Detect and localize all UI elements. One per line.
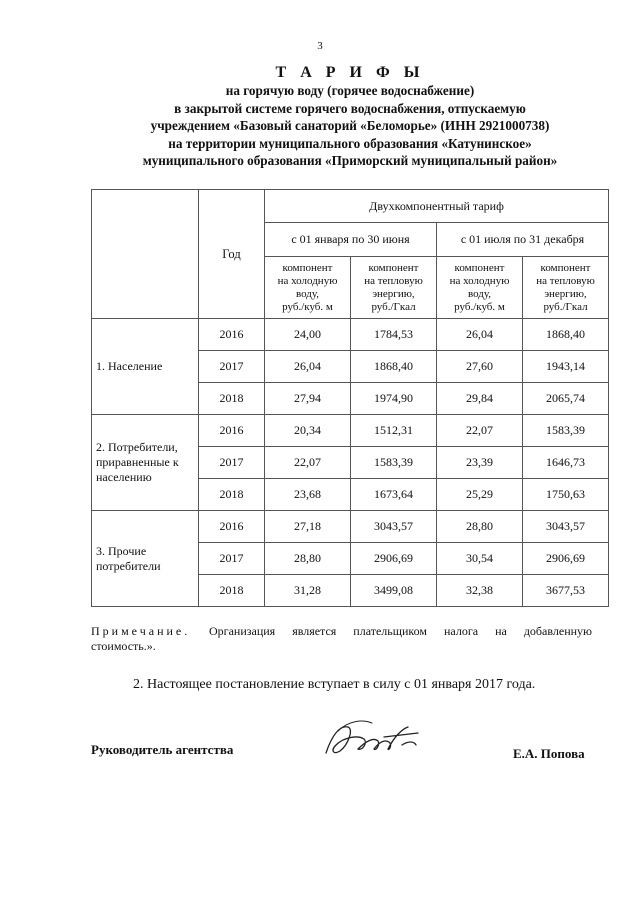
year-cell: 2016 <box>199 319 265 351</box>
consumer-group-label: 3. Прочие потребители <box>92 511 199 607</box>
value-cell: 27,18 <box>265 511 351 543</box>
value-cell: 32,38 <box>437 575 523 607</box>
value-cell: 1673,64 <box>351 479 437 511</box>
consumer-group-label: 1. Население <box>92 319 199 415</box>
value-cell: 28,80 <box>265 543 351 575</box>
value-cell: 2065,74 <box>523 383 609 415</box>
value-cell: 3677,53 <box>523 575 609 607</box>
component-heat-header: компонент на тепловую энергию, руб./Гкал <box>523 257 609 319</box>
year-cell: 2016 <box>199 415 265 447</box>
value-cell: 2906,69 <box>523 543 609 575</box>
group-header-empty <box>92 190 199 319</box>
component-cold-header: компонент на холодную воду, руб./куб. м <box>265 257 351 319</box>
value-cell: 1583,39 <box>523 415 609 447</box>
value-cell: 30,54 <box>437 543 523 575</box>
signature-image <box>318 715 428 765</box>
consumer-group-label: 2. Потребители, приравненные к населению <box>92 415 199 511</box>
value-cell: 25,29 <box>437 479 523 511</box>
header-line: муниципального образования «Приморский муниципальный район» <box>142 153 558 168</box>
value-cell: 22,07 <box>265 447 351 479</box>
value-cell: 1512,31 <box>351 415 437 447</box>
value-cell: 3043,57 <box>351 511 437 543</box>
year-cell: 2018 <box>199 575 265 607</box>
director-name: Е.А. Попова <box>513 746 585 761</box>
value-cell: 3499,08 <box>351 575 437 607</box>
table-row <box>92 511 609 543</box>
year-cell: 2018 <box>199 383 265 415</box>
table-row <box>92 319 609 351</box>
component-cold-header: компонент на холодную воду, руб./куб. м <box>437 257 523 319</box>
period-header-second: с 01 июля по 31 декабря <box>437 223 609 257</box>
document-title: Т А Р И Ф Ы <box>275 64 425 81</box>
header-line: учреждением «Базовый санаторий «Беломорье» (ИНН 2921000738) <box>150 118 550 133</box>
decree-effective-text: 2. Настоящее постановление вступает в силу с 01 января 2017 года. <box>133 677 536 692</box>
document-header <box>90 82 610 170</box>
value-cell: 1583,39 <box>351 447 437 479</box>
value-cell: 1750,63 <box>523 479 609 511</box>
value-cell: 1868,40 <box>351 351 437 383</box>
year-cell: 2017 <box>199 351 265 383</box>
tariff-header: Двухкомпонентный тариф <box>265 190 609 223</box>
director-title: Руководитель агентства <box>91 742 234 757</box>
value-cell: 29,84 <box>437 383 523 415</box>
year-cell: 2017 <box>199 447 265 479</box>
value-cell: 20,34 <box>265 415 351 447</box>
header-line: на горячую воду (горячее водоснабжение) <box>225 83 475 98</box>
value-cell: 1868,40 <box>523 319 609 351</box>
value-cell: 26,04 <box>265 351 351 383</box>
value-cell: 2906,69 <box>351 543 437 575</box>
value-cell: 28,80 <box>437 511 523 543</box>
component-heat-header: компонент на тепловую энергию, руб./Гкал <box>351 257 437 319</box>
table-row <box>92 415 609 447</box>
value-cell: 1943,14 <box>523 351 609 383</box>
value-cell: 27,94 <box>265 383 351 415</box>
value-cell: 1646,73 <box>523 447 609 479</box>
value-cell: 23,39 <box>437 447 523 479</box>
value-cell: 22,07 <box>437 415 523 447</box>
header-line: в закрытой системе горячего водоснабжения, отпускаемую <box>174 100 526 116</box>
year-cell: 2018 <box>199 479 265 511</box>
value-cell: 3043,57 <box>523 511 609 543</box>
note-label: Примечание. <box>91 624 191 638</box>
year-column-header: Год <box>199 190 265 319</box>
value-cell: 26,04 <box>437 319 523 351</box>
value-cell: 31,28 <box>265 575 351 607</box>
value-cell: 27,60 <box>437 351 523 383</box>
value-cell: 1784,53 <box>351 319 437 351</box>
note-text-line2: стоимость.». <box>91 639 156 653</box>
value-cell: 1974,90 <box>351 383 437 415</box>
period-header-first: с 01 января по 30 июня <box>265 223 437 257</box>
page-number: 3 <box>317 40 323 52</box>
value-cell: 23,68 <box>265 479 351 511</box>
tariff-table <box>91 189 609 607</box>
note-text-line1: Организация является плательщиком налога на добавленную <box>209 624 592 638</box>
year-cell: 2017 <box>199 543 265 575</box>
value-cell: 24,00 <box>265 319 351 351</box>
note <box>91 624 609 654</box>
header-line: на территории муниципального образования «Катунинское» <box>168 135 532 151</box>
year-cell: 2016 <box>199 511 265 543</box>
